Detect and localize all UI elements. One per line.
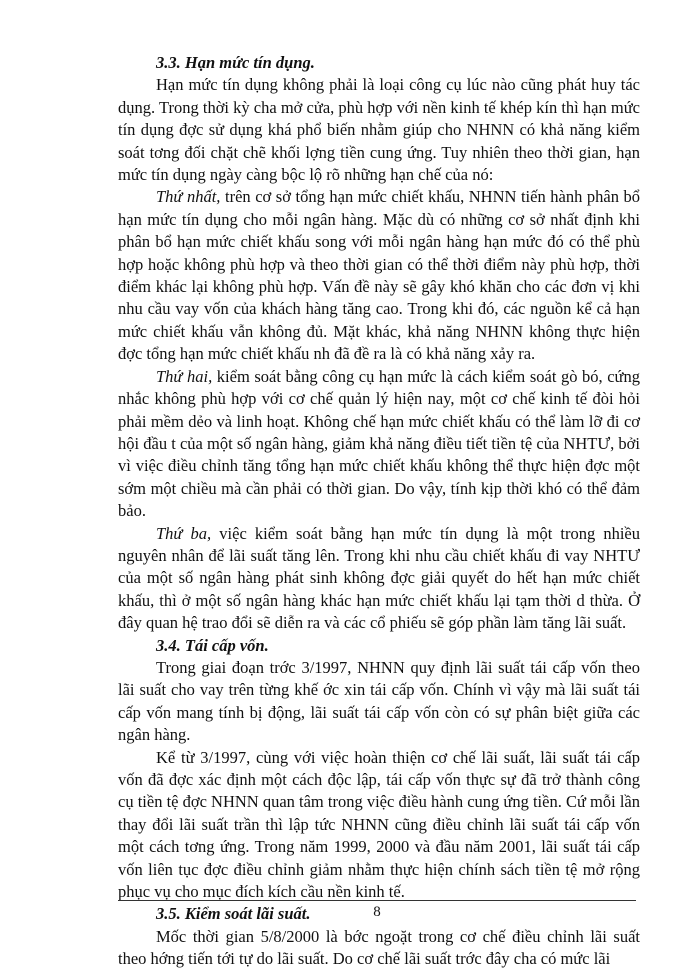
footer-divider (118, 900, 636, 901)
paragraph-text: trên cơ sở tổng hạn mức chiết khấu, NHNN tiến hành phân bổ hạn mức tín dụng cho mỗi ngân hàng. Mặc dù có những cơ sở nhất định khi phân bổ hạn mức chiết khấu song với mỗi ngân hàng hạn mức đó có thể phù hợp hoặc không phù hợp và theo thời gian có thể thời điểm này phù hợp, thời điểm khác lại không phù hợp. Vấn đề này sẽ gây khó khăn cho các đơn vị khi nhu cầu vay vốn của khách hàng tăng cao. Trong khi đó, các nguồn kể cả hạn mức chiết khấu vẫn không đủ. Mặt khác, khả năng NHNN không thực hiện đợc tổng hạn mức chiết khấu nh đã đề ra là có khả năng xảy ra. (118, 187, 640, 364)
paragraph (118, 74, 640, 186)
paragraph-lead: Thứ ba, (156, 523, 212, 543)
paragraph-lead: Thứ nhất, (156, 187, 221, 207)
section-heading: 3.3. Hạn mức tín dụng. (156, 53, 315, 72)
paragraph (118, 926, 640, 971)
section-heading: 3.5. Kiểm soát lãi suất. (156, 904, 311, 924)
paragraph-text: việc kiểm soát bằng hạn mức tín dụng là một trong nhiều nguyên nhân để lãi suất tăng lên. Trong khi nhu cầu chiết khấu đi vay NHTƯ của một số ngân hàng phát sinh không đợc giải quyết do hết hạn mức chiết khấu, thì ở một số ngân hàng khác hạn mức chiết khấu lại tạm thời d thừa. Ở đây quan hệ trao đổi sẽ diễn ra và các cổ phiếu sẽ góp phần làm tăng lãi suất. (118, 523, 641, 633)
section-han-muc-tin-dung (118, 52, 640, 635)
section-heading: 3.4. Tái cấp vốn. (156, 635, 269, 655)
paragraph (118, 366, 640, 523)
paragraph-text: Mốc thời gian 5/8/2000 là bớc ngoặt trong cơ chế điều chỉnh lãi suất theo hớng tiến tới tự do lãi suất. Do cơ chế lãi suất trớc đây cha có mức lãi (118, 926, 640, 969)
page-number: 8 (373, 904, 381, 920)
paragraph (118, 657, 640, 747)
paragraph-text: Hạn mức tín dụng không phải là loại công cụ lúc nào cũng phát huy tác dụng. Trong thời kỳ cha mở cửa, phù hợp với nền kinh tế khép kín thì hạn mức tín dụng đợc sử dụng khá phổ biến nhằm giúp cho NHNN có khả năng kiểm soát tơng đối chặt chẽ khối lợng tiền cung ứng. Tuy nhiên theo thời gian, hạn mức tín dụng ngày càng bộc lộ rõ những hạn chế của nó: (118, 75, 640, 185)
paragraph-text: kiểm soát bằng công cụ hạn mức là cách kiểm soát gò bó, cứng nhắc không phù hợp với cơ chế quản lý hiện nay, một cơ chế kinh tế đòi hỏi phải mềm dẻo và linh hoạt. Không chế hạn mức chiết khấu có thể làm lỡ đi cơ hội đầu t của một số ngân hàng, giảm khả năng điều tiết tiền tệ của NHTƯ, bởi vì việc điều chỉnh tăng tổng hạn mức chiết khấu không thể thực hiện đợc một sớm một chiều mà cần phải có thời gian. Do vậy, tính kịp thời khó có thể đảm bảo. (118, 366, 641, 521)
section-tai-cap-von (118, 635, 640, 904)
paragraph-text: Trong giai đoạn trớc 3/1997, NHNN quy định lãi suất tái cấp vốn theo lãi suất cho vay trên từng khế ớc xin tái cấp vốn. Chính vì vậy mà lãi suất tái cấp vốn mang tính bị động, lãi suất tái cấp vốn còn có sự phân biệt giữa các ngân hàng. (118, 657, 640, 745)
paragraph (118, 523, 640, 635)
paragraph-lead: Thứ hai, (156, 366, 213, 386)
paragraph (118, 747, 640, 904)
paragraph-text: Kể từ 3/1997, cùng với việc hoàn thiện cơ chế lãi suất, lãi suất tái cấp vốn đã đợc xác định một cách độc lập, tái cấp vốn thực sự đã trở thành công cụ tiền tệ đợc NHNN quan tâm trong việc điều hành cung ứng tiền. Cứ mỗi lần thay đổi lãi suất trần thì lập tức NHNN cũng điều chỉnh lãi suất tái cấp vốn một cách tơng ứng. Trong năm 1999, 2000 và đầu năm 2001, lãi suất tái cấp vốn liên tục đợc điều chỉnh giảm nhằm thực hiện chính sách tiền tệ mở rộng phục vụ cho mục đích kích cầu nền kinh tế. (118, 747, 640, 902)
paragraph (118, 186, 640, 365)
